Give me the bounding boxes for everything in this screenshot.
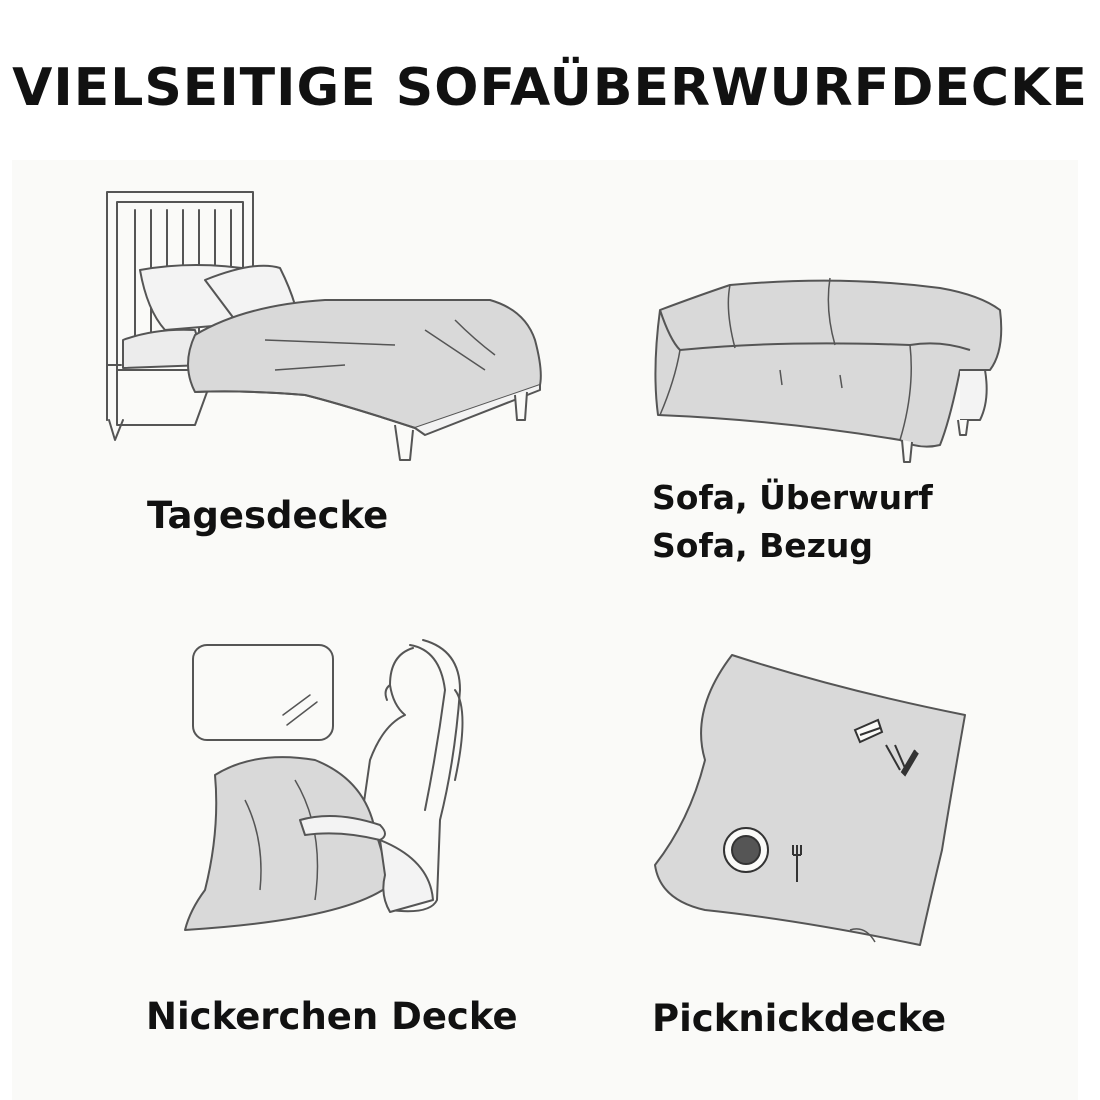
label-picknickdecke: Picknickdecke: [652, 997, 947, 1040]
page-title: VIELSEITIGE SOFAÜBERWURFDECKE: [12, 58, 1088, 118]
label-sofa: [652, 474, 933, 570]
bed-icon: [95, 180, 555, 470]
label-sofa-line-2: Sofa, Bezug: [652, 526, 873, 565]
airplane-seat-icon: [175, 630, 475, 950]
sofa-icon: [640, 270, 1010, 470]
label-sofa-line-1: Sofa, Überwurf: [652, 478, 933, 517]
label-tagesdecke: Tagesdecke: [147, 494, 389, 537]
picnic-blanket-icon: [650, 650, 970, 950]
label-nickerchen-decke: Nickerchen Decke: [146, 995, 518, 1038]
